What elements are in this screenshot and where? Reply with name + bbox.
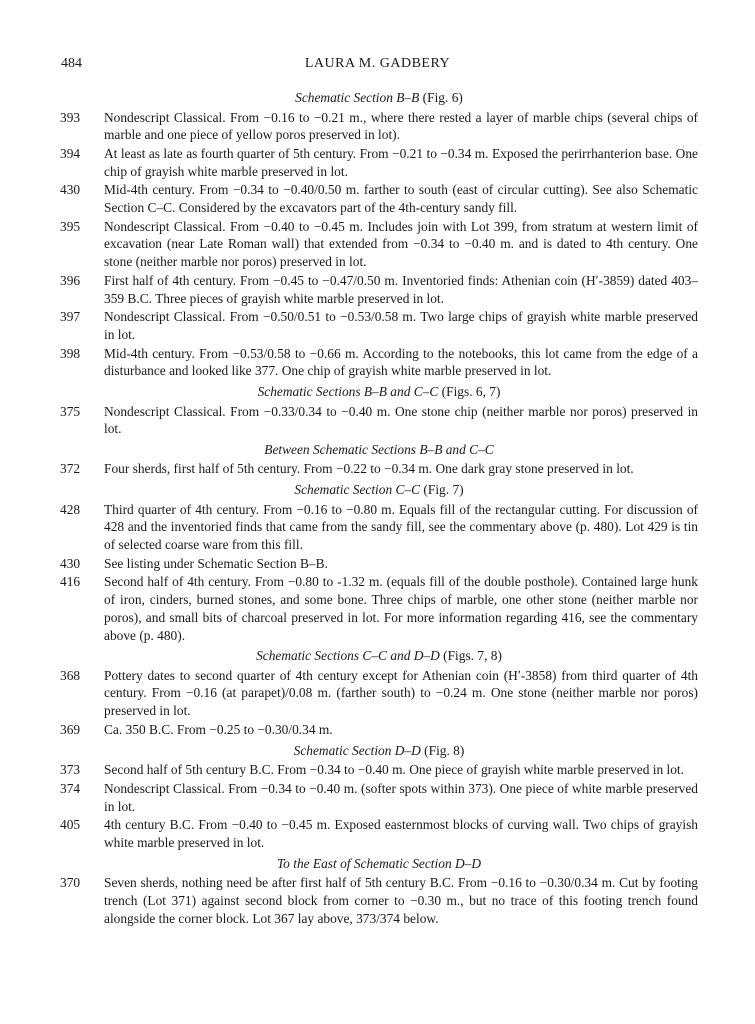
lot-number: 397	[60, 309, 81, 325]
lot-entry	[60, 403, 698, 438]
lot-number: 430	[60, 555, 81, 571]
lot-entry	[60, 145, 698, 180]
lot-entry	[60, 460, 698, 478]
lot-description: Mid-4th century. From −0.34 to −0.40/0.50 m. farther to south (east of circular cutting). See also Schematic Section C–C. Considered by the excavators part of the 4th-century sandy fill.	[104, 182, 698, 216]
lot-description: Nondescript Classical. From −0.16 to −0.21 m., where there rested a layer of marble chips (several chips of marble and one piece of yellow poros preserved in lot).	[104, 109, 698, 143]
figure-reference: (Fig. 8)	[420, 742, 465, 758]
lot-description: Third quarter of 4th century. From −0.16 to −0.80 m. Equals fill of the rectangular cutting. For discussion of 428 and the inventoried finds that came from the sandy fill, see the commentary above (p. 480). Lot 429 is tin of selected coarse ware from this fill.	[104, 501, 698, 553]
lot-entry	[60, 780, 698, 815]
lot-description: Nondescript Classical. From −0.50/0.51 to −0.53/0.58 m. Two large chips of grayish white marble preserved in lot.	[104, 309, 698, 342]
section-title: Schematic Section C–C	[294, 482, 421, 498]
lot-description: Nondescript Classical. From −0.34 to −0.40 m. (softer spots within 373). One piece of white marble preserved in lot.	[104, 780, 698, 814]
lot-number: 416	[60, 574, 81, 590]
section-heading	[60, 647, 698, 665]
lot-entry	[60, 345, 698, 380]
lot-entry	[60, 667, 698, 720]
lot-number: 405	[60, 817, 81, 833]
lot-description: See listing under Schematic Section B–B.	[104, 555, 328, 571]
section-title: Between Schematic Sections B–B and C–C	[264, 441, 494, 457]
lot-number: 430	[60, 182, 81, 198]
lot-entry	[60, 816, 698, 851]
lot-description: Second half of 4th century. From −0.80 to -1.32 m. (equals fill of the double posthole). Contained large hunk of iron, cinders, burned stones, and some bone. Three chips of marble, one other stone (neither marble nor poros), and small bits of charcoal preserved in lot. For more information regarding 416, see the commentary above (p. 480).	[104, 574, 698, 643]
lot-number: 393	[60, 109, 81, 125]
section-title: Schematic Sections B–B and C–C	[257, 384, 439, 400]
figure-reference: (Fig. 6)	[419, 90, 463, 105]
lot-entry	[60, 874, 698, 927]
section-heading	[60, 742, 698, 760]
lot-number: 369	[60, 721, 81, 737]
lot-entry	[60, 573, 698, 644]
lot-description: At least as late as fourth quarter of 5th century. From −0.21 to −0.34 m. Exposed the perirrhanterion base. One chip of grayish white marble preserved in lot.	[104, 145, 698, 179]
section-heading	[60, 441, 698, 459]
lot-number: 394	[60, 145, 81, 161]
lot-description: Seven sherds, nothing need be after first half of 5th century B.C. From −0.16 to −0.30/0.34 m. Cut by footing trench (Lot 371) against second block from corner to −0.30 m., but no trace of this footing trench found alongside the corner block. Lot 367 lay above, 373/374 below.	[104, 875, 698, 926]
lot-entry	[60, 109, 698, 144]
lot-entry	[60, 218, 698, 271]
section-heading	[60, 89, 698, 107]
lot-number: 428	[60, 501, 81, 517]
lot-entry	[60, 181, 698, 216]
section-title: Schematic Section D–D	[293, 742, 421, 758]
lot-listing	[60, 86, 698, 928]
section-title: Schematic Section B–B	[295, 90, 420, 105]
running-head	[0, 56, 755, 76]
lot-description: Mid-4th century. From −0.53/0.58 to −0.66 m. According to the notebooks, this lot came from the edge of a disturbance and looked like 377. One chip of grayish white marble preserved in lot.	[104, 345, 698, 379]
lot-entry	[60, 761, 698, 779]
figure-reference: (Figs. 6, 7)	[438, 384, 501, 400]
lot-entry	[60, 501, 698, 554]
lot-description: First half of 4th century. From −0.45 to −0.47/0.50 m. Inventoried finds: Athenian coin (Hʹ-3859) dated 403–359 B.C. Three pieces of grayish white marble preserved in lot.	[104, 272, 698, 306]
figure-reference: (Fig. 7)	[420, 482, 464, 498]
lot-description: Second half of 5th century B.C. From −0.34 to −0.40 m. One piece of grayish white marble preserved in lot.	[104, 762, 684, 778]
lot-number: 374	[60, 780, 81, 796]
section-heading	[60, 481, 698, 499]
lot-number: 398	[60, 345, 81, 361]
page-number: 484	[61, 56, 82, 71]
lot-description: Nondescript Classical. From −0.33/0.34 to −0.40 m. One stone chip (neither marble nor poros) preserved in lot.	[104, 403, 698, 437]
lot-description: 4th century B.C. From −0.40 to −0.45 m. Exposed easternmost blocks of curving wall. Two chips of grayish white marble preserved in lot.	[104, 817, 698, 850]
lot-description: Nondescript Classical. From −0.40 to −0.45 m. Includes join with Lot 399, from stratum at western limit of excavation (near Late Roman wall) that extended from −0.34 to −0.40 m. and is dated to 4th century. One stone (neither marble nor poros) preserved in lot.	[104, 218, 698, 270]
section-heading	[60, 383, 698, 401]
lot-number: 375	[60, 403, 81, 419]
lot-entry	[60, 308, 698, 343]
lot-number: 370	[60, 875, 81, 891]
lot-number: 368	[60, 667, 81, 683]
author-name: LAURA M. GADBERY	[304, 56, 451, 71]
lot-description: Pottery dates to second quarter of 4th century except for Athenian coin (Hʹ-3858) from third quarter of 4th century. From −0.16 (at parapet)/0.08 m. (farther south) to −0.24 m. One stone (neither marble nor poros) preserved in lot.	[104, 667, 698, 719]
lot-number: 395	[60, 218, 81, 234]
lot-entry	[60, 272, 698, 307]
section-heading	[60, 855, 698, 873]
section-title: To the East of Schematic Section D–D	[276, 855, 482, 871]
lot-number: 396	[60, 272, 81, 288]
lot-description: Four sherds, first half of 5th century. From −0.22 to −0.34 m. One dark gray stone preserved in lot.	[104, 461, 634, 477]
lot-entry	[60, 555, 698, 573]
lot-description: Ca. 350 B.C. From −0.25 to −0.30/0.34 m.	[104, 721, 333, 737]
lot-number: 372	[60, 461, 81, 477]
lot-number: 373	[60, 762, 81, 778]
section-title: Schematic Sections C–C and D–D	[256, 648, 440, 664]
figure-reference: (Figs. 7, 8)	[439, 648, 502, 664]
lot-entry	[60, 721, 698, 739]
